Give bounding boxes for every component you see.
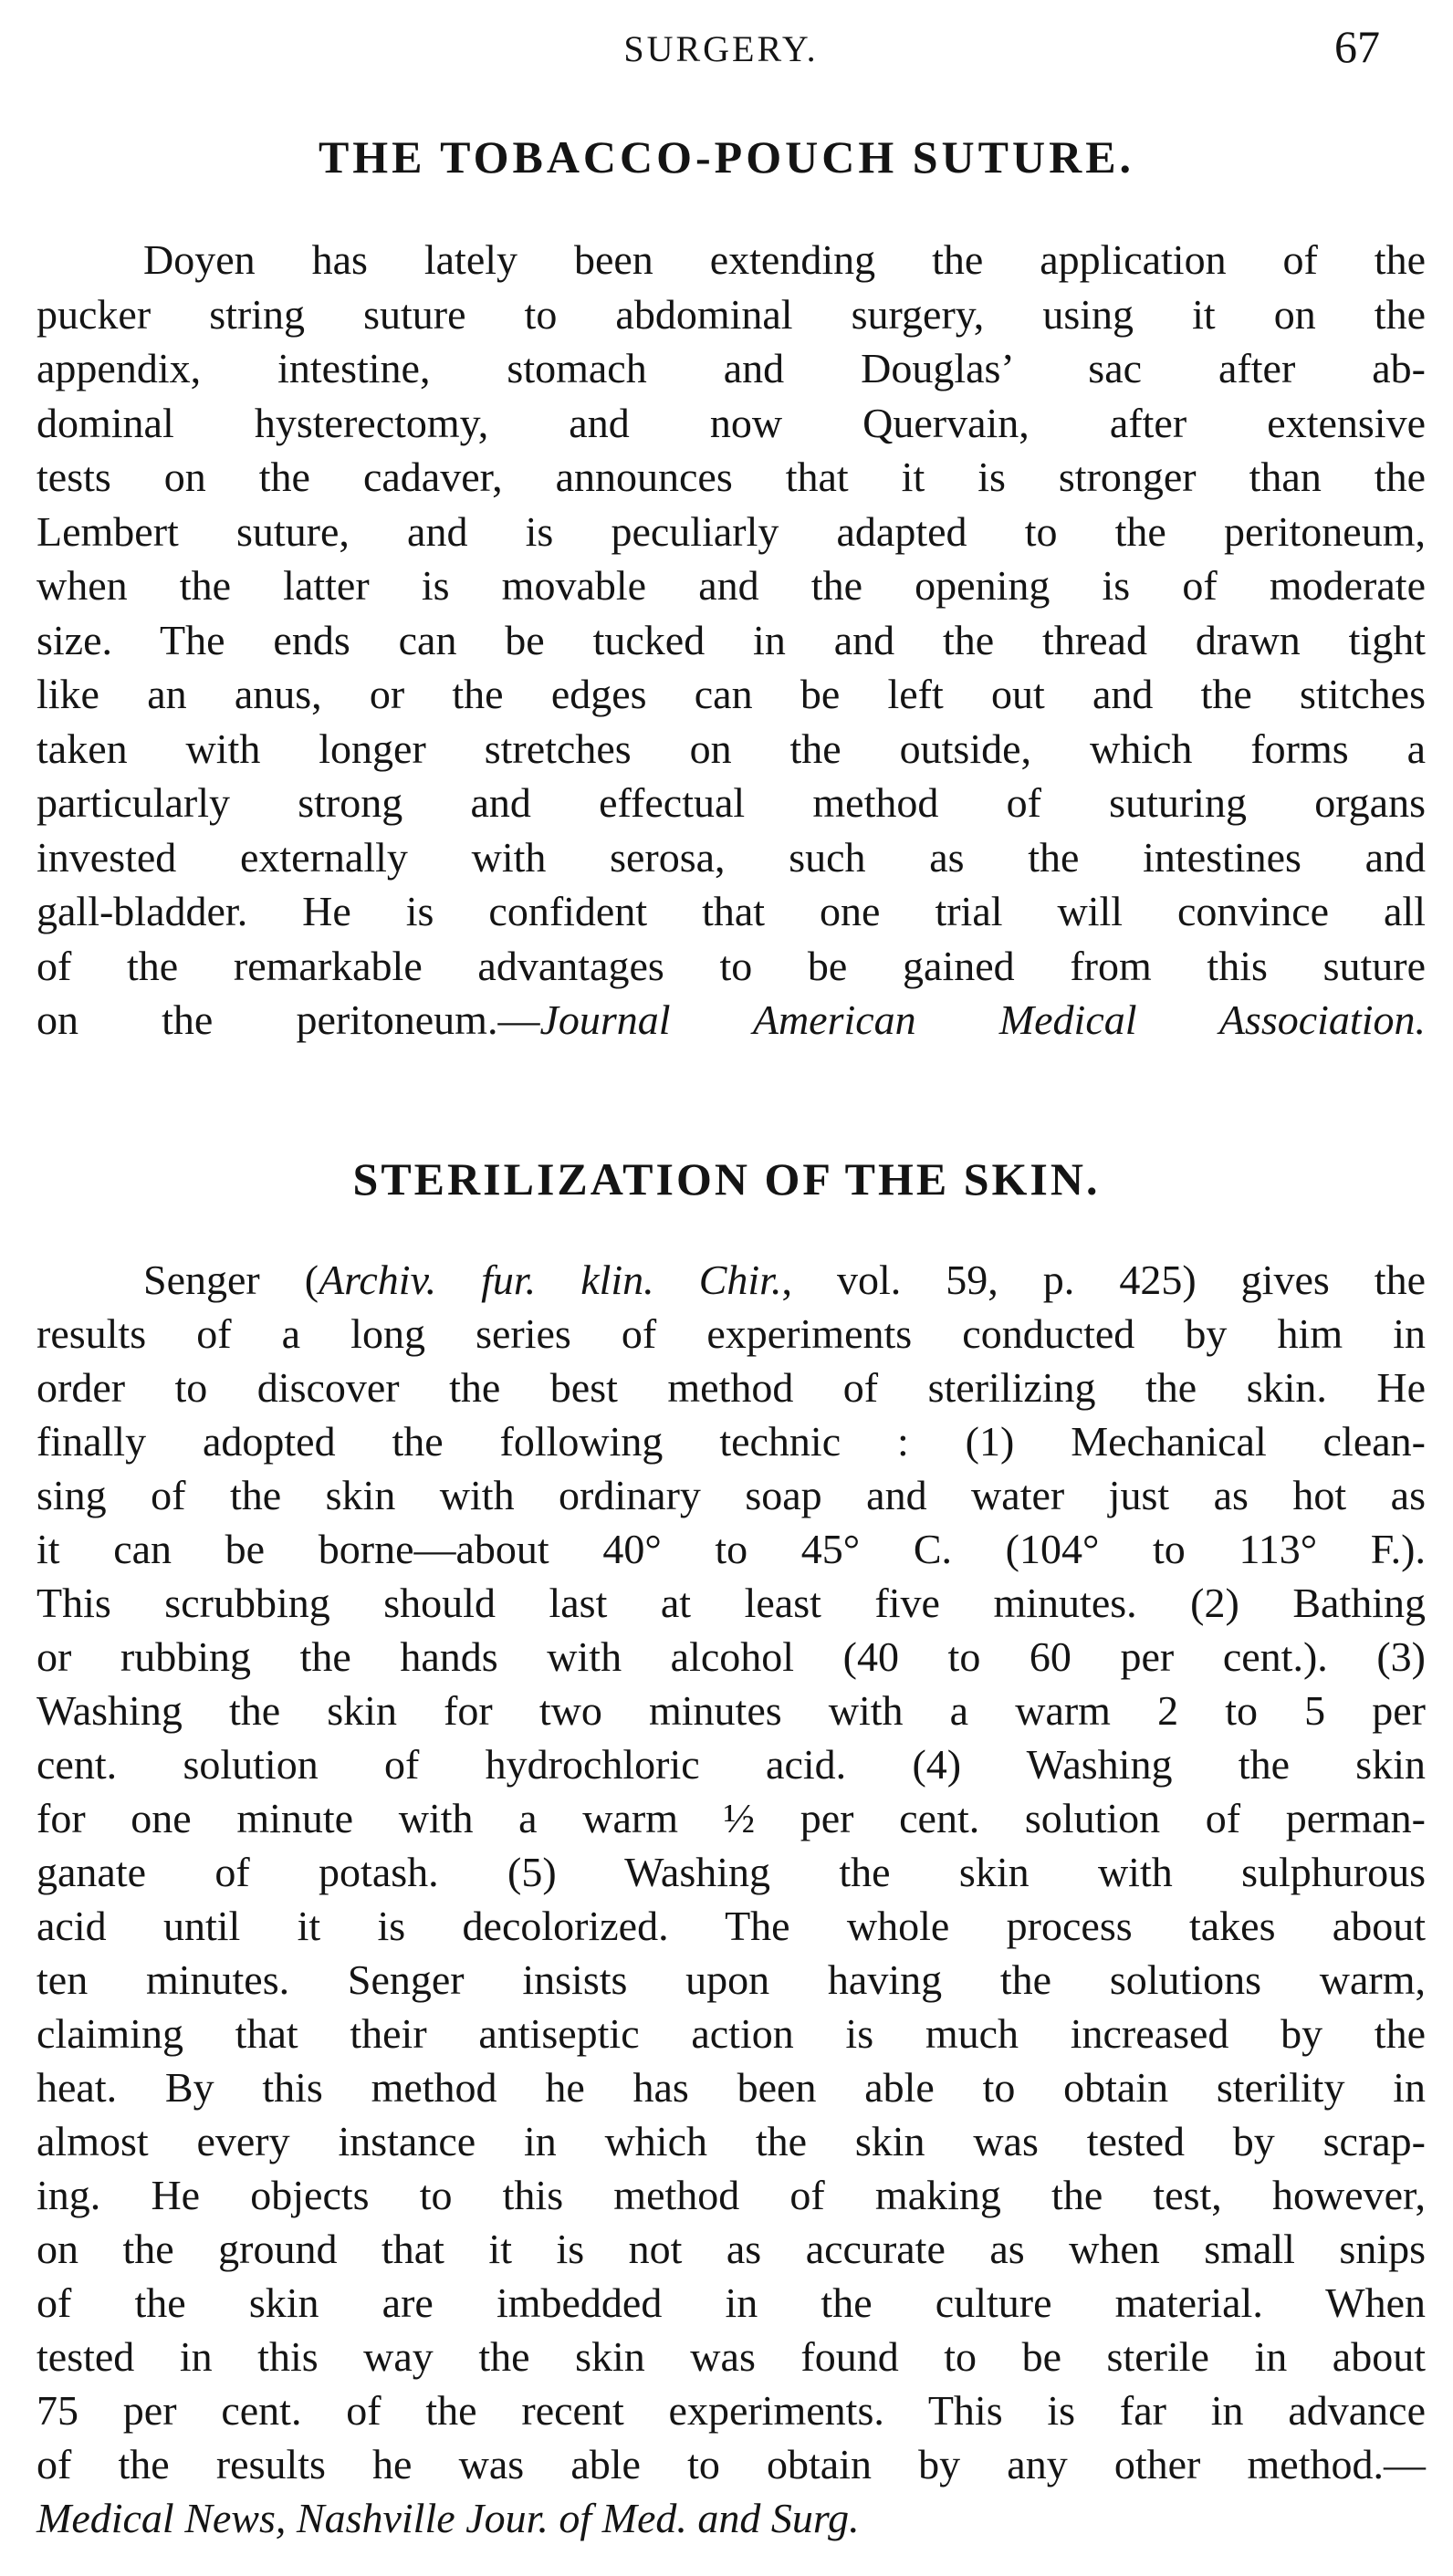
body-line: order to discover the best method of sterilizing the skin. He [37, 1364, 1426, 1411]
body-line: dominal hysterectomy, and now Quervain, after extensive [37, 399, 1426, 446]
intro-text: Senger ( [143, 1257, 319, 1303]
body-line: gall-bladder. He is confident that one trial will convince all [37, 888, 1426, 934]
source-line [37, 2491, 1426, 2545]
citation-rest: , vol. 59, p. 425) gives the [781, 1257, 1426, 1303]
body-line: This scrubbing should last at least five minutes. (2) Bathing [37, 1580, 1426, 1626]
body-line: on the ground that it is not as accurate as when small snips [37, 2226, 1426, 2272]
body-line: results of a long series of experiments conducted by him in [37, 1310, 1426, 1357]
body-line: acid until it is decolorized. The whole process takes about [37, 1903, 1426, 1949]
source-citation: Medical News, Nashville Jour. of Med. and Surg. [37, 2495, 860, 2541]
running-head [0, 20, 1453, 75]
body-line: for one minute with a warm ½ per cent. solution of perman- [37, 1795, 1426, 1841]
body-line: particularly strong and effectual method of suturing organs [37, 779, 1426, 826]
body-line: finally adopted the following technic : (1) Mechanical clean- [37, 1418, 1426, 1465]
body-line: Washing the skin for two minutes with a warm 2 to 5 per [37, 1687, 1426, 1734]
body-line: almost every instance in which the skin was tested by scrap- [37, 2118, 1426, 2164]
body-line: invested externally with serosa, such as the intestines and [37, 833, 1426, 881]
body-line: tests on the cadaver, announces that it is stronger than the [37, 454, 1426, 500]
body-line: or rubbing the hands with alcohol (40 to 60 per cent.). (3) [37, 1633, 1426, 1680]
body-line: tested in this way the skin was found to be sterile in about [37, 2333, 1426, 2380]
article-body-tobacco-pouch-suture [37, 233, 1426, 1048]
body-line: ganate of potash. (5) Washing the skin with sulphurous [37, 1849, 1426, 1895]
body-line: size. The ends can be tucked in and the thread drawn tight [37, 616, 1426, 663]
article-title-tobacco-pouch-suture: THE TOBACCO-POUCH SUTURE. [318, 131, 1135, 183]
body-line-text: on the peritoneum.— [37, 996, 540, 1043]
body-line: when the latter is movable and the opening is of moderate [37, 562, 1426, 609]
body-line: of the skin are imbedded in the culture material. When [37, 2279, 1426, 2326]
running-title: SURGERY. [623, 28, 819, 69]
body-line-with-source [37, 993, 1426, 1048]
body-line: heat. By this method he has been able to obtain sterility in [37, 2064, 1426, 2111]
body-line: of the remarkable advantages to be gained from this suture [37, 942, 1426, 989]
article-title-sterilization-of-the-skin: STERILIZATION OF THE SKIN. [352, 1153, 1101, 1205]
body-line: pucker string suture to abdominal surgery, using it on the [37, 290, 1426, 338]
body-line: like an anus, or the edges can be left out and the stitches [37, 671, 1426, 717]
source-citation: Journal American Medical Association. [539, 996, 1426, 1043]
body-line: claiming that their antiseptic action is much increased by the [37, 2010, 1426, 2057]
body-line: ing. He objects to this method of making the test, however, [37, 2172, 1426, 2218]
body-line: Lembert suture, and is peculiarly adapted to the peritoneum, [37, 507, 1426, 555]
body-line: Doyen has lately been extending the application of the [143, 236, 1426, 283]
body-line: taken with longer stretches on the outside, which forms a [37, 725, 1426, 772]
body-line: it can be borne—about 40° to 45° C. (104° to 113° F.). [37, 1526, 1426, 1572]
body-line: ten minutes. Senger insists upon having the solutions warm, [37, 1956, 1426, 2003]
body-line: sing of the skin with ordinary soap and water just as hot as [37, 1472, 1426, 1518]
body-line: cent. solution of hydrochloric acid. (4) Washing the skin [37, 1741, 1426, 1788]
body-line: 75 per cent. of the recent experiments. This is far in advance [37, 2387, 1426, 2434]
page-number: 67 [1334, 21, 1380, 72]
journal-citation: Archiv. fur. klin. Chir. [319, 1257, 782, 1303]
article-body-sterilization-of-the-skin [37, 1253, 1426, 2545]
body-line-with-citation [37, 1253, 1426, 1307]
body-line: appendix, intestine, stomach and Douglas’ sac after ab- [37, 345, 1426, 391]
body-line: of the results he was able to obtain by any other method.— [37, 2441, 1426, 2487]
